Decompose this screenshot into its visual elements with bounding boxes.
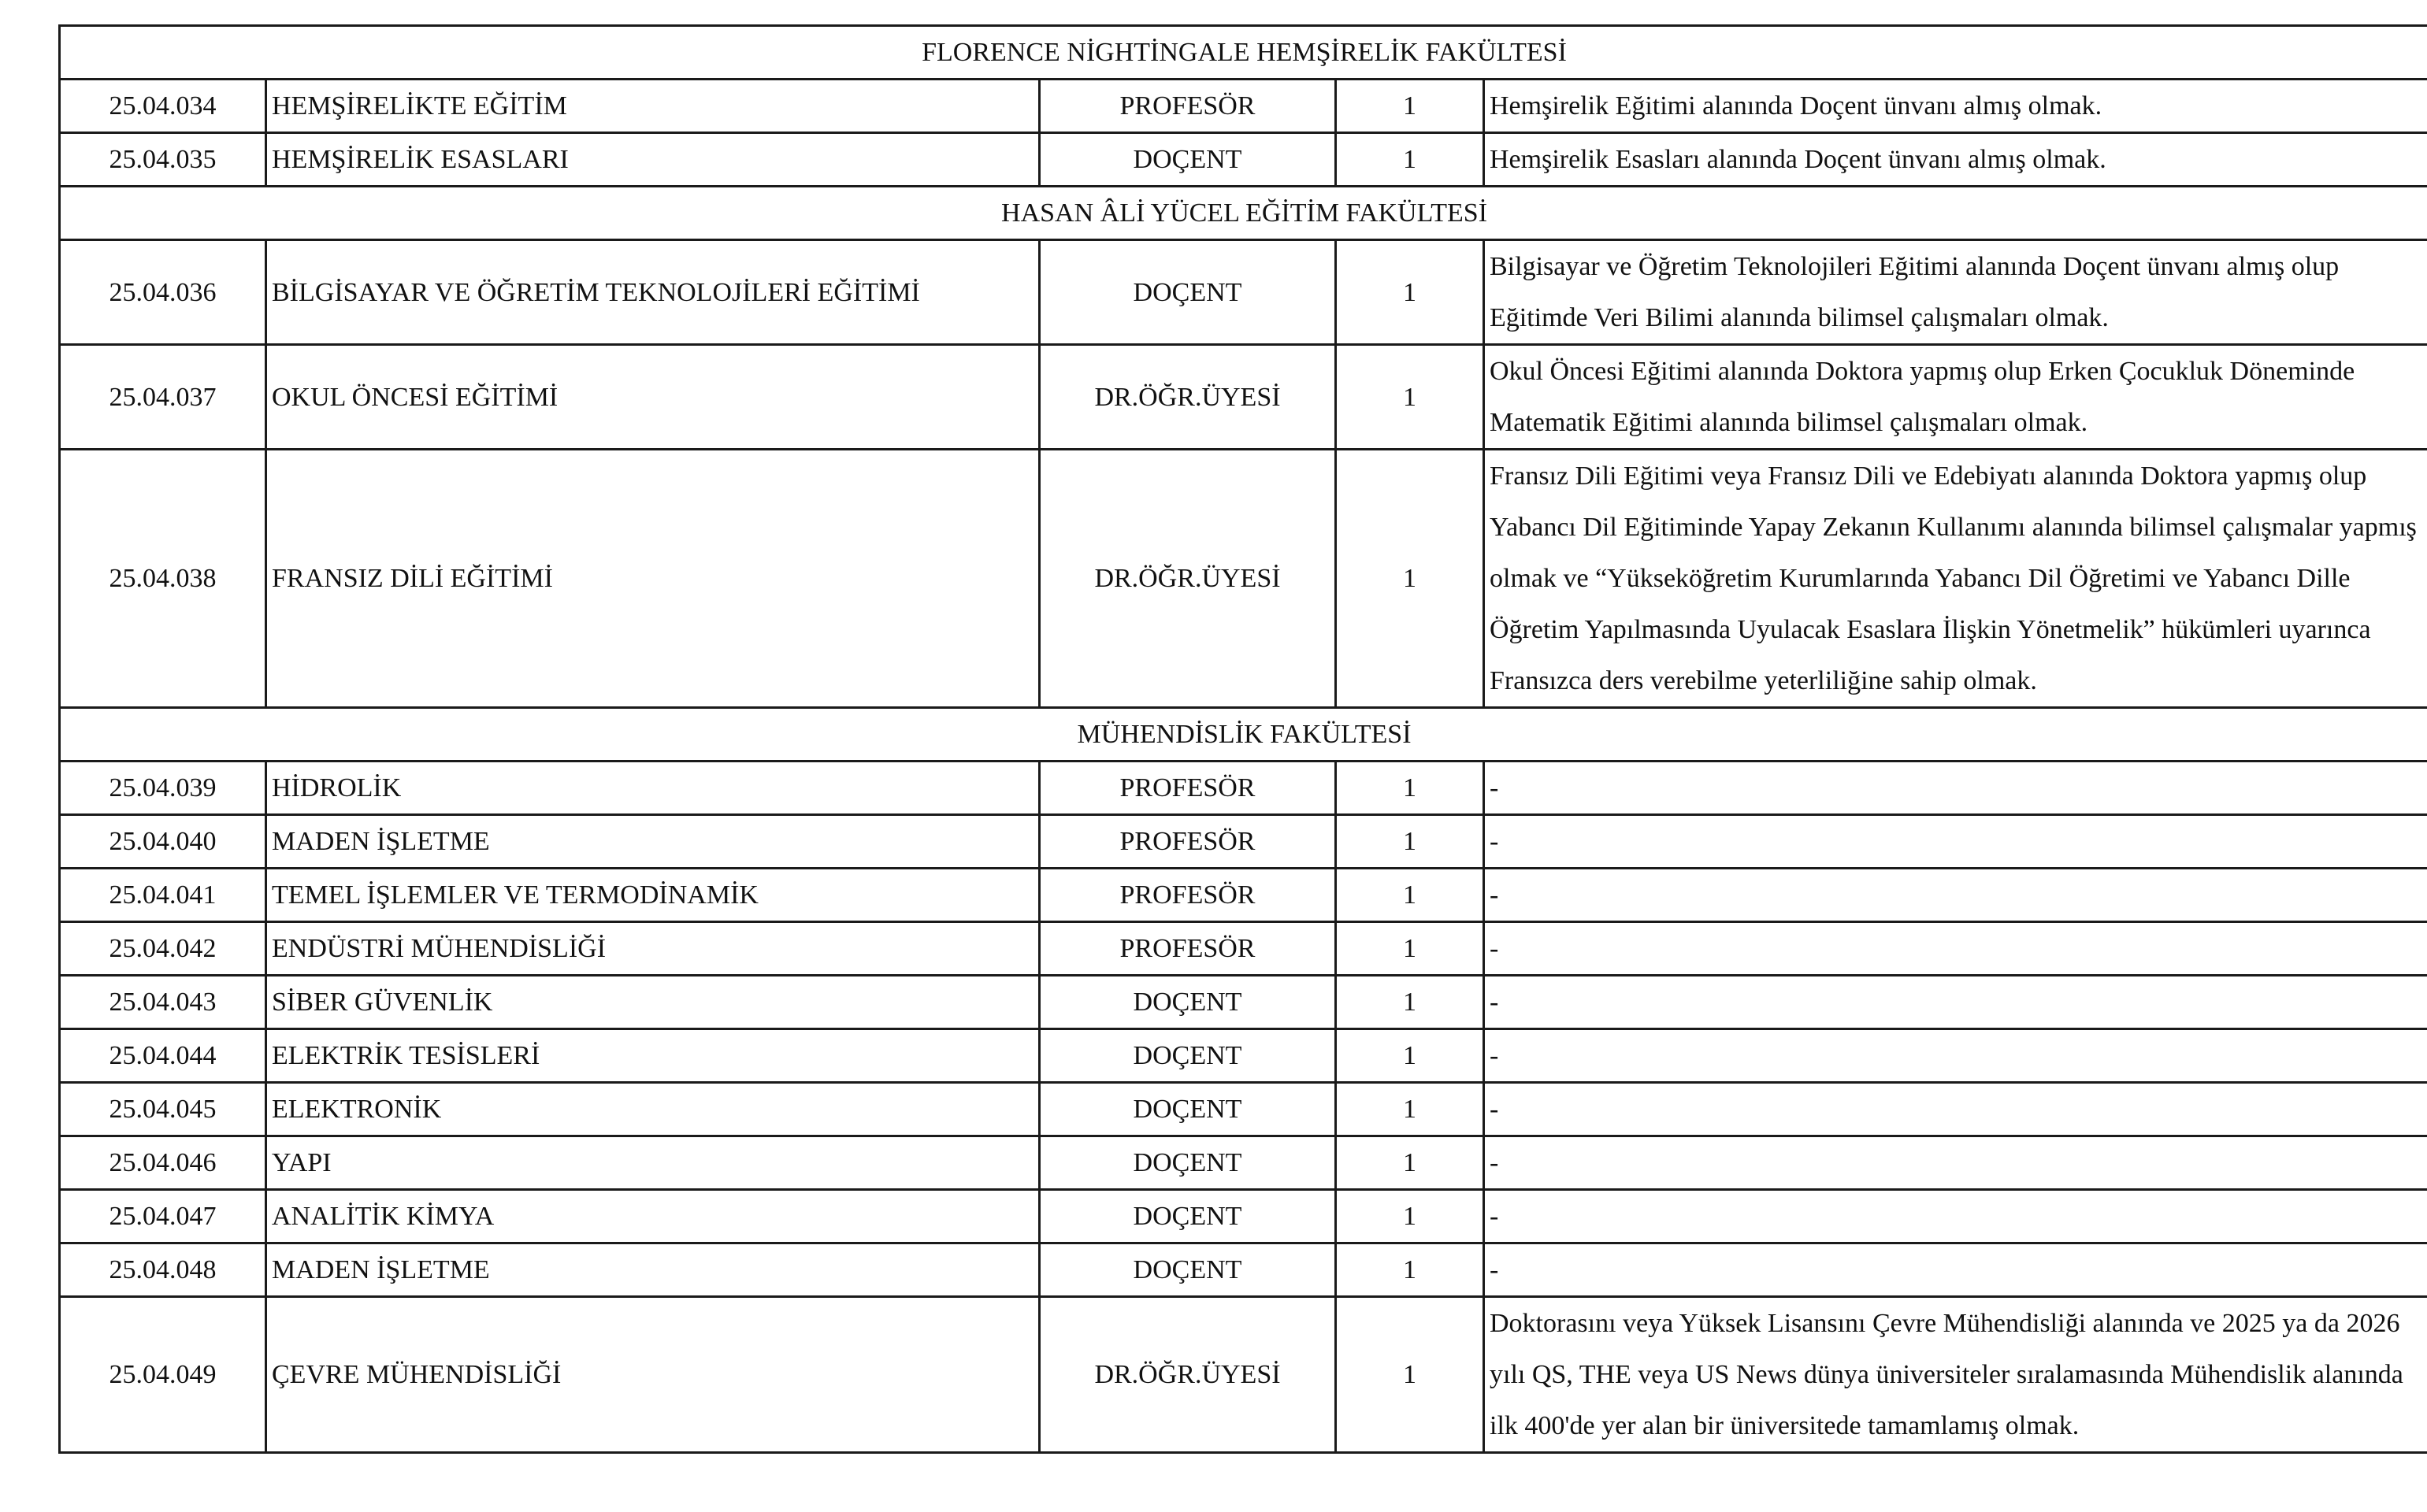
field-name: YAPI — [266, 1136, 1040, 1190]
faculty-name: FLORENCE NİGHTİNGALE HEMŞİRELİK FAKÜLTESİ — [60, 26, 2427, 80]
academic-title: DR.ÖĞR.ÜYESİ — [1040, 450, 1336, 708]
field-name: HEMŞİRELİK ESASLARI — [266, 133, 1040, 187]
academic-title: DOÇENT — [1040, 240, 1336, 345]
academic-title: DR.ÖĞR.ÜYESİ — [1040, 1297, 1336, 1453]
field-name: ANALİTİK KİMYA — [266, 1190, 1040, 1243]
field-name: ELEKTRONİK — [266, 1083, 1040, 1136]
table-row — [60, 762, 2427, 815]
requirements: - — [1484, 1190, 2427, 1243]
requirements: - — [1484, 815, 2427, 869]
academic-title: DOÇENT — [1040, 1136, 1336, 1190]
position-count: 1 — [1336, 922, 1484, 976]
academic-title: PROFESÖR — [1040, 80, 1336, 133]
position-count: 1 — [1336, 133, 1484, 187]
position-count: 1 — [1336, 976, 1484, 1029]
academic-title: DOÇENT — [1040, 1083, 1336, 1136]
table-row — [60, 815, 2427, 869]
position-code: 25.04.039 — [60, 762, 266, 815]
field-name: HEMŞİRELİKTE EĞİTİM — [266, 80, 1040, 133]
table-row — [60, 133, 2427, 187]
position-code: 25.04.037 — [60, 345, 266, 450]
requirements: Hemşirelik Eğitimi alanında Doçent ünvanı almış olmak. — [1484, 80, 2427, 133]
table-body — [60, 26, 2427, 1453]
field-name: BİLGİSAYAR VE ÖĞRETİM TEKNOLOJİLERİ EĞİTİMİ — [266, 240, 1040, 345]
faculty-name: HASAN ÂLİ YÜCEL EĞİTİM FAKÜLTESİ — [60, 187, 2427, 240]
position-count: 1 — [1336, 869, 1484, 922]
requirements: Bilgisayar ve Öğretim Teknolojileri Eğitimi alanında Doçent ünvanı almış olup Eğitimde Veri Bilimi alanında bilimsel çalışmaları olmak. — [1484, 240, 2427, 345]
table-row — [60, 240, 2427, 345]
field-name: TEMEL İŞLEMLER VE TERMODİNAMİK — [266, 869, 1040, 922]
table-row — [60, 450, 2427, 708]
position-code: 25.04.046 — [60, 1136, 266, 1190]
position-code: 25.04.043 — [60, 976, 266, 1029]
requirements: - — [1484, 762, 2427, 815]
position-code: 25.04.049 — [60, 1297, 266, 1453]
position-code: 25.04.035 — [60, 133, 266, 187]
faculty-header-row — [60, 187, 2427, 240]
table-row — [60, 345, 2427, 450]
field-name: FRANSIZ DİLİ EĞİTİMİ — [266, 450, 1040, 708]
position-code: 25.04.040 — [60, 815, 266, 869]
position-count: 1 — [1336, 1297, 1484, 1453]
academic-title: DOÇENT — [1040, 1029, 1336, 1083]
academic-title: DOÇENT — [1040, 1190, 1336, 1243]
academic-title: DOÇENT — [1040, 1243, 1336, 1297]
field-name: ENDÜSTRİ MÜHENDİSLİĞİ — [266, 922, 1040, 976]
position-code: 25.04.038 — [60, 450, 266, 708]
table-row — [60, 922, 2427, 976]
field-name: OKUL ÖNCESİ EĞİTİMİ — [266, 345, 1040, 450]
position-count: 1 — [1336, 1243, 1484, 1297]
field-name: ÇEVRE MÜHENDİSLİĞİ — [266, 1297, 1040, 1453]
requirements: - — [1484, 922, 2427, 976]
table-row — [60, 1029, 2427, 1083]
table-row — [60, 869, 2427, 922]
academic-title: DR.ÖĞR.ÜYESİ — [1040, 345, 1336, 450]
position-count: 1 — [1336, 1029, 1484, 1083]
position-code: 25.04.042 — [60, 922, 266, 976]
field-name: MADEN İŞLETME — [266, 1243, 1040, 1297]
position-count: 1 — [1336, 1136, 1484, 1190]
field-name: SİBER GÜVENLİK — [266, 976, 1040, 1029]
table-row — [60, 1083, 2427, 1136]
position-code: 25.04.048 — [60, 1243, 266, 1297]
position-code: 25.04.034 — [60, 80, 266, 133]
requirements: - — [1484, 1243, 2427, 1297]
table-row — [60, 1190, 2427, 1243]
table-row — [60, 1243, 2427, 1297]
requirements: - — [1484, 1083, 2427, 1136]
faculty-name: MÜHENDİSLİK FAKÜLTESİ — [60, 708, 2427, 762]
position-code: 25.04.044 — [60, 1029, 266, 1083]
position-count: 1 — [1336, 80, 1484, 133]
requirements: Okul Öncesi Eğitimi alanında Doktora yapmış olup Erken Çocukluk Döneminde Matematik Eğitimi alanında bilimsel çalışmaları olmak. — [1484, 345, 2427, 450]
academic-title: PROFESÖR — [1040, 762, 1336, 815]
position-count: 1 — [1336, 762, 1484, 815]
position-code: 25.04.036 — [60, 240, 266, 345]
field-name: MADEN İŞLETME — [266, 815, 1040, 869]
position-code: 25.04.047 — [60, 1190, 266, 1243]
requirements: - — [1484, 869, 2427, 922]
table-row — [60, 80, 2427, 133]
requirements: - — [1484, 1136, 2427, 1190]
faculty-header-row — [60, 26, 2427, 80]
requirements: Doktorasını veya Yüksek Lisansını Çevre Mühendisliği alanında ve 2025 ya da 2026 yılı QS, THE veya US News dünya üniversiteler sıralamasında Mühendislik alanında ilk 400'de yer alan bir üniversitede tamamlamış olmak. — [1484, 1297, 2427, 1453]
academic-title: DOÇENT — [1040, 133, 1336, 187]
requirements: - — [1484, 1029, 2427, 1083]
table-row — [60, 1297, 2427, 1453]
position-code: 25.04.041 — [60, 869, 266, 922]
position-count: 1 — [1336, 240, 1484, 345]
position-count: 1 — [1336, 1083, 1484, 1136]
position-count: 1 — [1336, 815, 1484, 869]
table-row — [60, 1136, 2427, 1190]
academic-title: PROFESÖR — [1040, 922, 1336, 976]
table-row — [60, 976, 2427, 1029]
position-count: 1 — [1336, 1190, 1484, 1243]
position-count: 1 — [1336, 450, 1484, 708]
academic-title: DOÇENT — [1040, 976, 1336, 1029]
positions-table — [58, 24, 2427, 1454]
requirements: Hemşirelik Esasları alanında Doçent ünvanı almış olmak. — [1484, 133, 2427, 187]
requirements: Fransız Dili Eğitimi veya Fransız Dili ve Edebiyatı alanında Doktora yapmış olup Yabancı Dil Eğitiminde Yapay Zekanın Kullanımı alanında bilimsel çalışmalar yapmış olmak ve “Yükseköğretim Kurumlarında Yabancı Dil Öğretimi ve Yabancı Dille Öğretim Yapılmasında Uyulacak Esaslara İlişkin Yönetmelik” hükümleri uyarınca Fransızca ders verebilme yeterliliğine sahip olmak. — [1484, 450, 2427, 708]
position-count: 1 — [1336, 345, 1484, 450]
position-code: 25.04.045 — [60, 1083, 266, 1136]
faculty-header-row — [60, 708, 2427, 762]
academic-title: PROFESÖR — [1040, 815, 1336, 869]
field-name: ELEKTRİK TESİSLERİ — [266, 1029, 1040, 1083]
academic-title: PROFESÖR — [1040, 869, 1336, 922]
requirements: - — [1484, 976, 2427, 1029]
field-name: HİDROLİK — [266, 762, 1040, 815]
